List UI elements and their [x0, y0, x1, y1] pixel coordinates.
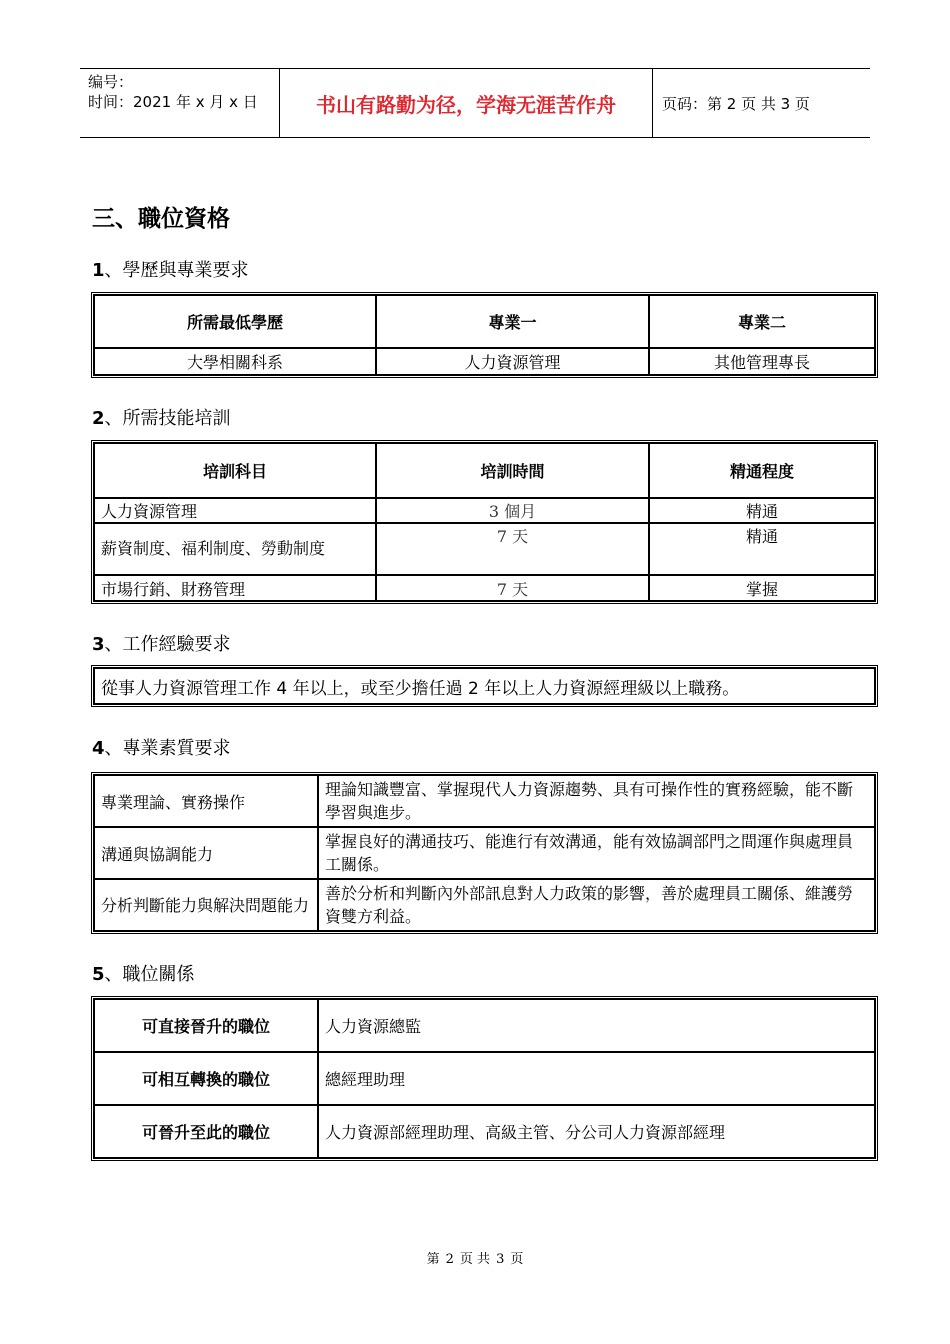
table-cell: 3 個月	[376, 498, 649, 523]
education-table	[91, 292, 878, 378]
table-header: 可相互轉換的職位	[94, 1052, 318, 1105]
heading-number: 3	[92, 634, 105, 655]
footer-total: 3	[496, 1252, 505, 1267]
table-cell: 總經理助理	[318, 1052, 875, 1105]
table-cell: 7 天	[376, 575, 649, 601]
table-cell: 善於分析和判斷內外部訊息對人力政策的影響，善於處理員工關係、維護勞資雙方利益。	[318, 879, 875, 931]
table-cell: 人力資源總監	[318, 999, 875, 1052]
heading-education	[92, 256, 249, 282]
table-cell: 掌握	[649, 575, 875, 601]
table-header: 可直接晉升的職位	[94, 999, 318, 1052]
relations-table	[91, 996, 878, 1161]
heading-relations	[92, 960, 195, 986]
table-cell: 薪資制度、福利制度、勞動制度	[94, 523, 376, 575]
experience-table	[91, 665, 878, 707]
competency-table	[91, 772, 878, 934]
heading-text: 、所需技能培訓	[104, 408, 231, 429]
table-cell: 其他管理專長	[649, 348, 875, 375]
table-cell: 市場行銷、財務管理	[94, 575, 376, 601]
header-motto: 书山有路勤为径，学海无涯苦作舟	[280, 69, 653, 137]
heading-number: 4	[92, 738, 105, 759]
table-cell: 精通	[649, 523, 875, 575]
heading-text: 、職位關係	[104, 964, 195, 985]
experience-text: 從事人力資源管理工作 4 年以上，或至少擔任過 2 年以上人力資源經理級以上職務。	[94, 668, 875, 704]
heading-number: 5	[92, 964, 105, 985]
heading-number: 1	[92, 260, 105, 281]
table-cell: 精通	[649, 498, 875, 523]
table-cell: 大學相關科系	[94, 348, 376, 375]
heading-number: 2	[92, 408, 105, 429]
heading-competency	[92, 734, 231, 760]
header-meta	[80, 69, 280, 137]
table-cell: 7 天	[376, 523, 649, 575]
heading-training	[92, 404, 231, 430]
heading-text: 、專業素質要求	[104, 738, 231, 759]
table-cell: 分析判斷能力與解決問題能力	[94, 879, 318, 931]
table-cell: 理論知識豐富、掌握現代人力資源趨勢、具有可操作性的實務經驗，能不斷學習與進步。	[318, 775, 875, 827]
page-header	[80, 68, 870, 138]
table-header: 培訓科目	[94, 443, 376, 498]
table-header: 專業一	[376, 295, 649, 348]
table-header: 培訓時間	[376, 443, 649, 498]
footer-page: 2	[445, 1252, 454, 1267]
table-cell: 專業理論、實務操作	[94, 775, 318, 827]
table-cell: 人力資源管理	[94, 498, 376, 523]
header-page-info: 页码：第 2 页 共 3 页	[662, 94, 810, 113]
table-header: 可晉升至此的職位	[94, 1105, 318, 1158]
footer-prefix: 第	[426, 1252, 440, 1267]
page-footer	[0, 1248, 950, 1267]
heading-text: 、學歷與專業要求	[104, 260, 249, 281]
footer-mid: 页 共	[459, 1252, 491, 1267]
table-cell: 人力資源部經理助理、高級主管、分公司人力資源部經理	[318, 1105, 875, 1158]
number-label: 编号：	[88, 73, 134, 91]
heading-text: 、工作經驗要求	[104, 634, 231, 655]
heading-experience	[92, 630, 231, 656]
table-cell: 溝通與協調能力	[94, 827, 318, 879]
table-cell: 掌握良好的溝通技巧、能進行有效溝通，能有效協調部門之間運作與處理員工關係。	[318, 827, 875, 879]
table-header: 所需最低學歷	[94, 295, 376, 348]
training-table	[91, 440, 878, 604]
table-header: 專業二	[649, 295, 875, 348]
time-label: 时间：2021 年 x 月 x 日	[88, 93, 258, 111]
section-title: 三、職位資格	[92, 205, 230, 232]
footer-suffix: 页	[510, 1252, 524, 1267]
table-cell: 人力資源管理	[376, 348, 649, 375]
table-header: 精通程度	[649, 443, 875, 498]
